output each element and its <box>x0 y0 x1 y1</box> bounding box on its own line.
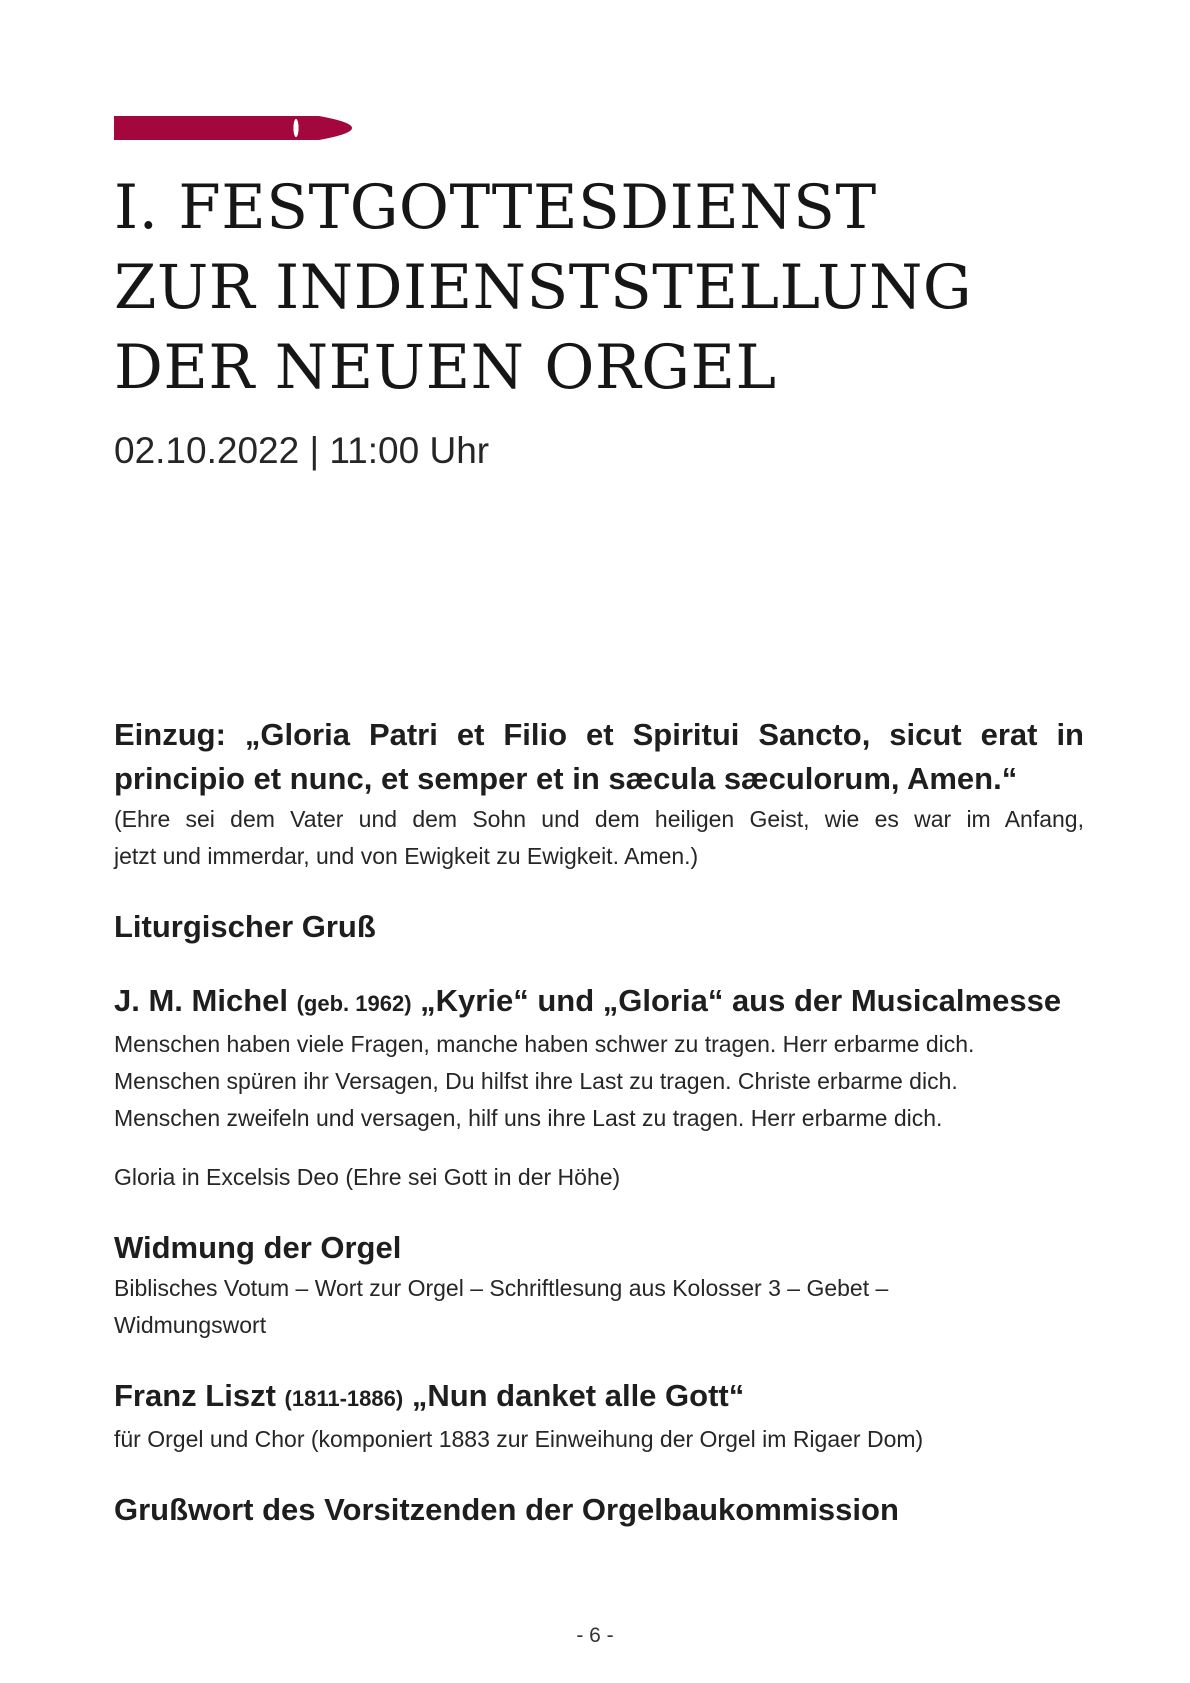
einzug-heading-line-2: principio et nunc, et semper et in sæcula sæculorum, Amen.“ <box>114 761 1018 796</box>
liszt-description: für Orgel und Chor (komponiert 1883 zur Einweihung der Orgel im Rigaer Dom) <box>114 1426 924 1452</box>
organ-pipe-icon <box>114 114 352 142</box>
page-number: - 6 - <box>576 1624 614 1647</box>
michel-text-line-2: Menschen spüren ihr Versagen, Du hilfst ihre Last zu tragen. Christe erbarme dich. <box>114 1068 958 1094</box>
michel-work: „Kyrie“ und „Gloria“ aus der Musicalmesse <box>420 983 1062 1018</box>
widmung-heading: Widmung der Orgel <box>114 1230 402 1265</box>
section-liturgischer-gruss <box>114 905 1084 949</box>
liszt-years: (1811-1886) <box>284 1386 404 1411</box>
title-line-1: I. FESTGOTTESDIENST <box>114 172 877 243</box>
einzug-translation-line-1: (Ehre sei dem Vater und dem Sohn und dem heiligen Geist, wie es war im Anfang, <box>114 806 1084 832</box>
einzug-heading-line-1: Einzug: „Gloria Patri et Filio et Spiritui Sancto, sicut erat in <box>114 717 1084 752</box>
liszt-heading <box>114 1374 1084 1421</box>
section-michel <box>114 979 1084 1196</box>
michel-text-line-1: Menschen haben viele Fragen, manche haben schwer zu tragen. Herr erbarme dich. <box>114 1031 975 1057</box>
michel-years: (geb. 1962) <box>296 991 412 1016</box>
einzug-translation-line-2: jetzt und immerdar, und von Ewigkeit zu Ewigkeit. Amen.) <box>114 843 699 869</box>
michel-text-line-3: Menschen zweifeln und versagen, hilf uns ihre Last zu tragen. Herr erbarme dich. <box>114 1105 943 1131</box>
michel-composer: J. M. Michel <box>114 983 288 1018</box>
liturgischer-gruss-heading: Liturgischer Gruß <box>114 909 376 944</box>
page-title <box>114 168 1114 408</box>
program-content <box>114 713 1084 1562</box>
widmung-text-line-2: Widmungswort <box>114 1312 267 1338</box>
section-liszt <box>114 1374 1084 1458</box>
liszt-composer: Franz Liszt <box>114 1378 276 1413</box>
date-time: 02.10.2022 | 11:00 Uhr <box>114 430 490 471</box>
title-line-3: DER NEUEN ORGEL <box>114 332 777 403</box>
liszt-work: „Nun danket alle Gott“ <box>411 1378 745 1413</box>
widmung-text-line-1: Biblisches Votum – Wort zur Orgel – Schriftlesung aus Kolosser 3 – Gebet – <box>114 1275 889 1301</box>
section-einzug <box>114 713 1084 875</box>
section-grusswort <box>114 1488 1084 1532</box>
section-widmung <box>114 1226 1084 1344</box>
michel-gloria-text: Gloria in Excelsis Deo (Ehre sei Gott in der Höhe) <box>114 1164 621 1190</box>
grusswort-heading: Grußwort des Vorsitzenden der Orgelbaukommission <box>114 1492 899 1527</box>
title-line-2: ZUR INDIENSTSTELLUNG <box>114 252 973 323</box>
michel-heading <box>114 979 1084 1026</box>
